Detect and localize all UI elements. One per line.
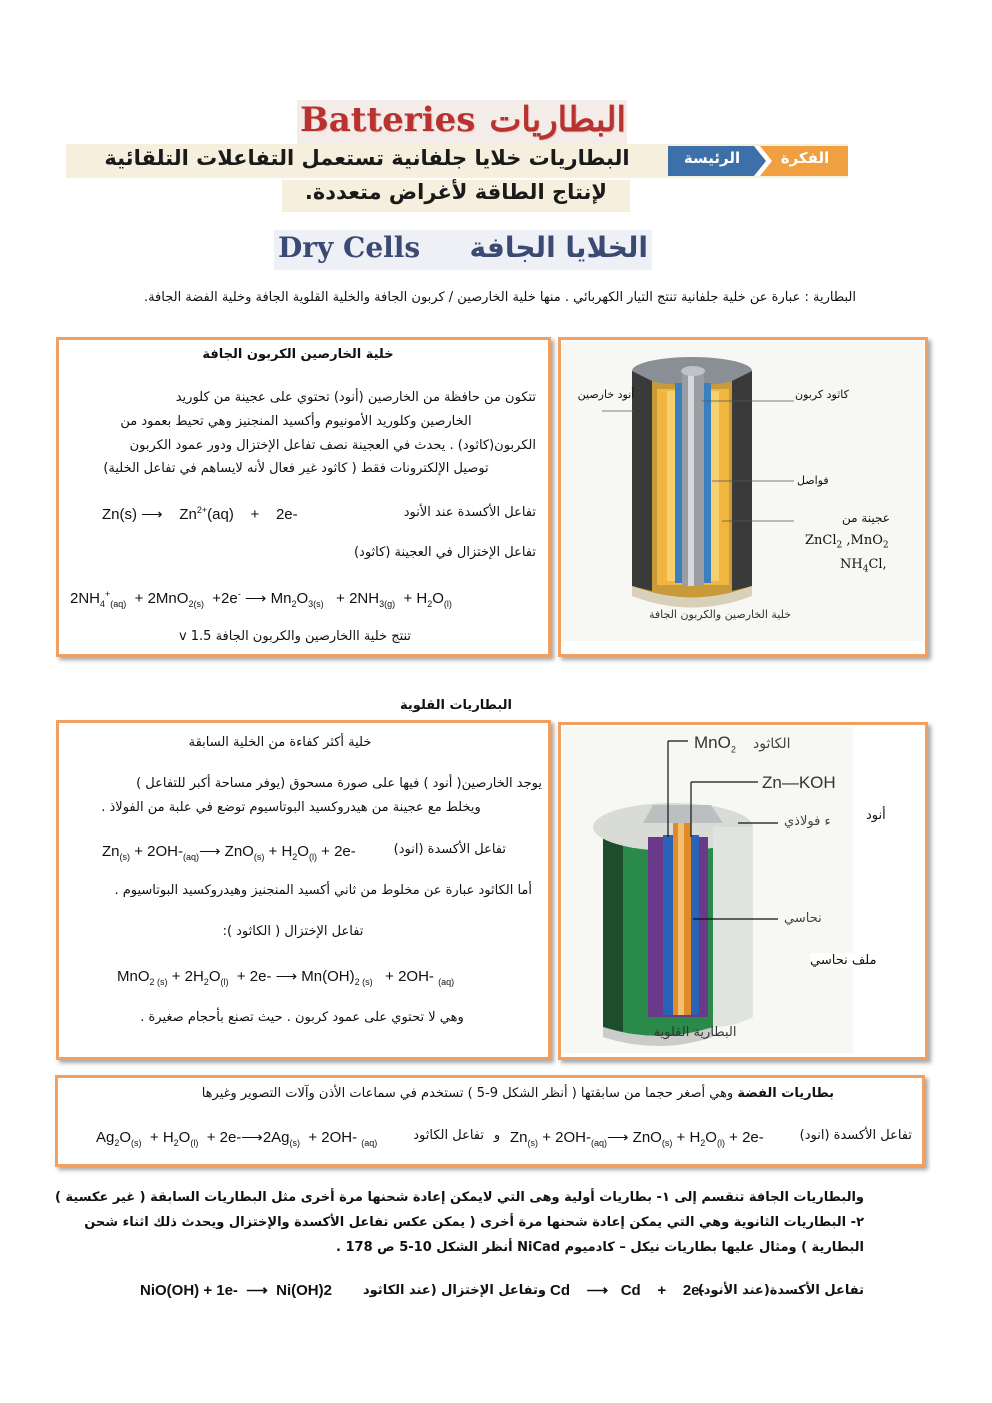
fig2-caption: البطارية القلوية (653, 1025, 737, 1040)
classification-line-2: ٢- البطاريات الثانوية وهي التي يمكن إعادة شحنها مرة أخرى ( يمكن عكس تفاعل الأكسدة والإختزال ويحدث ذلك اثناء شحن (84, 1215, 864, 1230)
alk-red-mno2-sub: 2 (s) (149, 977, 168, 987)
alk-core-hi (678, 819, 684, 1015)
nicad-ox-cd: Cd (550, 1282, 570, 1299)
alk-red-h2o: + 2H (171, 968, 204, 985)
subtitle-en: Dry Cells (278, 231, 421, 264)
fig2-label-znkoh: Zn—KOH (762, 773, 836, 792)
zinc-carbon-text-box (56, 337, 551, 657)
fig2-outer-anode: أنود (866, 808, 886, 823)
idea-badge-label-1: الفكرة (780, 149, 830, 167)
silver-title: بطاريات الفضة (737, 1086, 834, 1101)
zc-ox-reactant: Zn(s) (102, 506, 137, 523)
zc-red-mno2: + 2MnO (134, 590, 189, 607)
zinc-carbon-title: خلية الخارصين الكربون الجافة (202, 347, 394, 362)
zc-red-nh4: 2NH (70, 590, 101, 607)
arrow-icon: ⟶ (141, 506, 163, 523)
fig1-label-paste-formula-2 (840, 557, 887, 575)
ag-red-ag-state: (s) (289, 1138, 301, 1148)
fig1-zncl2-sub: 2 (836, 540, 843, 551)
classification-line-3: البطارية ) ومثال عليها بطاريات نيكل – كادميوم NiCad أنظر الشكل 10-5 ص 178 . (336, 1240, 864, 1255)
arrow-icon: ⟶ (244, 590, 267, 607)
alkaline-cathode-desc: أما الكاثود عبارة عن مخلوط من ثاني أكسيد المنجنيز وهيدروكسيد البوتاسيوم . (114, 883, 532, 898)
zc-red-mn2o3: Mn (270, 590, 292, 607)
ag-red-ag2o-sub: 2 (114, 1138, 120, 1148)
zc-red-electrons-sup: - (237, 589, 241, 599)
arrow-icon: ⟶ (246, 1282, 268, 1299)
ag-ox-h2o: + H (676, 1129, 701, 1146)
fig2-outer-coil: ملف نحاسي (810, 953, 877, 968)
fig2-label-steel: ء فولاذي (784, 814, 831, 829)
alk-ox-h2o: + H (268, 843, 293, 860)
fig1-zncl2: ZnCl (805, 533, 837, 548)
ag-ox-zn-state: (s) (527, 1138, 539, 1148)
nicad-ox-cd2: Cd (620, 1282, 641, 1299)
alk-red-h2o-state: (l) (220, 977, 229, 987)
arrow-icon: ⟶ (241, 1129, 263, 1146)
alk-ox-oh-state: (aq) (182, 852, 199, 862)
ag-red-oh-state: (aq) (361, 1138, 378, 1148)
alk-ox-zn: Zn (102, 843, 120, 860)
silver-red-label: تفاعل الكاثود (413, 1128, 484, 1143)
idea-line-2: لإنتاج الطاقة لأغراض متعددة. (304, 180, 608, 204)
arrow-icon: ⟶ (606, 1129, 629, 1146)
zinc-carbon-desc-3: الكربون(كاثود) . يحدث في العجينة نصف تفاعل الإختزال ودور عمود الكربون (129, 438, 536, 453)
alk-ox-zno: ZnO (224, 843, 254, 860)
alk-red-mno2: MnO (117, 968, 150, 985)
fig1-nh4: NH (840, 557, 863, 572)
zc-ox-product-state: (aq) (207, 506, 234, 523)
nicad-ox-equation (550, 1281, 705, 1299)
silver-ox-label: تفاعل الأكسدة (انود) (799, 1128, 912, 1143)
ag-red-h2o: + H (149, 1129, 174, 1146)
ag-red-ag2o: Ag (96, 1129, 115, 1146)
zc-red-h2o: + H (403, 590, 428, 607)
alk-red-oh: + 2OH- (385, 968, 434, 985)
arrow-icon: ⟶ (275, 968, 298, 985)
zc-red-nh4-state: (aq) (110, 599, 127, 609)
zc-red-nh3-sub: 3(g) (379, 599, 396, 609)
ag-ox-zno-state: (s) (661, 1138, 673, 1148)
zc-red-nh4-sub: 4 (100, 599, 106, 609)
carbon-rod-highlight (688, 371, 694, 586)
silver-and: و (493, 1128, 501, 1143)
ag-red-h2o-o: O (178, 1129, 191, 1146)
zc-red-nh3: + 2NH (336, 590, 380, 607)
zinc-carbon-desc-4: توصيل الإلكترونات فقط ( كاثود غير فعال لأنه لايساهم في تفاعل الخلية) (103, 461, 489, 476)
subtitle-ar: الخلايا الجافة (469, 231, 648, 264)
alk-ox-electrons: + 2e- (321, 843, 356, 860)
alk-ox-label: تفاعل الأكسدة (انود) (393, 842, 506, 857)
alk-red-h2o-sub: 2 (203, 977, 209, 987)
zc-voltage: تنتج خلية االخارصين والكربون الجافة v 1.5 (178, 629, 412, 644)
idea-badge-label-2: الرئيسة (683, 149, 741, 167)
zc-ox-product: Zn (179, 506, 197, 523)
alk-ox-equation (102, 842, 356, 862)
nicad-red-nioh2: Ni(OH)2 (276, 1282, 332, 1299)
ag-ox-zn: Zn (510, 1129, 528, 1146)
nicad-ox-electrons: 2e- (682, 1282, 705, 1299)
zc-ox-electrons: 2e- (275, 506, 298, 523)
zc-red-mn2o3-sub1: 2 (291, 599, 297, 609)
zinc-carbon-desc-2: الخارصين وكلوريد الأمونيوم وأكسيد المنجنيز وهي تحيط بعمود من (120, 414, 472, 429)
intro-text: البطارية : عبارة عن خلية جلفانية تنتج التيار الكهربائي . منها خلية الخارصين / كربون الجافة والخلية القلوية الجافة وخلية الفضة الجافة. (143, 290, 856, 305)
fig2-label-mno2 (694, 733, 736, 754)
fig2-label-copper: نحاسي (784, 911, 822, 926)
alkaline-desc-1: يوجد الخارصين( أنود ) فيها على صورة مسحوق (يوفر مساحة أكبر للتفاعل ) (136, 776, 542, 791)
zc-red-electrons: +2e (212, 590, 238, 607)
nicad-red-nioh: NiO(OH) + 1e- (140, 1282, 238, 1299)
zc-ox-equation (102, 505, 298, 523)
ag-red-ag: 2Ag (262, 1129, 290, 1146)
ag-ox-zno: ZnO (632, 1129, 662, 1146)
ag-ox-h2o-sub: 2 (700, 1138, 706, 1148)
ag-ox-h2o-o: O (705, 1129, 717, 1146)
zc-red-h2o-sub: 2 (427, 599, 433, 609)
zc-red-mn2o3-o: O (296, 590, 309, 607)
alk-top-cap (643, 805, 723, 823)
fig1-mno2-sub: 2 (882, 540, 889, 551)
zc-ox-product-charge: 2+ (196, 505, 208, 515)
ag-ox-electrons: + 2e- (729, 1129, 764, 1146)
fig1-label-separator: فواصل (797, 474, 829, 487)
arrow-icon: ⟶ (586, 1282, 609, 1299)
alk-ox-h2o-state: (l) (308, 852, 317, 862)
silver-desc-line (130, 1086, 834, 1101)
alk-red-h2o-o: O (208, 968, 221, 985)
nicad-ox-label: تفاعل الأكسدة(عند الأنود) (697, 1283, 864, 1298)
nicad-equation (140, 1281, 332, 1299)
classification-line-1: والبطاريات الجافة تنقسم إلى ١- بطاريات أولية وهى التي لايمكن إعادة شحنها مرة أخرى مثل البطاريات السابقة ( غير عكسية ) (55, 1190, 864, 1205)
zc-red-mn2o3-sub2: 3(s) (308, 599, 324, 609)
fig1-mno2: ,MnO (842, 533, 883, 548)
fig2-mno2-sub: 2 (730, 744, 736, 755)
silver-red-equation (96, 1128, 377, 1148)
nicad-red-label: وتفاعل الإختزال (عند الكاثود (362, 1283, 546, 1298)
ag-red-ag2o-o: O (119, 1129, 132, 1146)
alk-red-electrons: + 2e- (236, 968, 272, 985)
fig1-cl: Cl, (868, 557, 887, 572)
zc-red-mno2-sub: 2(s) (188, 599, 204, 609)
ag-red-ag2o-state: (s) (131, 1138, 142, 1148)
alk-body-right (713, 827, 753, 1027)
fig1-caption: خلية الخارصين والكربون الجافة (648, 608, 792, 621)
fig1-label-anode: أنود خارصين (577, 388, 635, 401)
alkaline-heading: البطاريات القلوية (400, 698, 512, 713)
alk-ox-h2o-sub: 2 (292, 852, 298, 862)
fig2-mno2: MnO (694, 733, 731, 752)
title-en: Batteries (300, 100, 476, 140)
ag-ox-h2o-state: (l) (716, 1138, 725, 1148)
alk-red-mnoh2: Mn(OH) (301, 968, 355, 985)
zc-red-nh4-sup: + (105, 589, 111, 599)
silver-ox-equation (510, 1128, 764, 1148)
fig2-label-cathode: الكاثود (753, 736, 791, 752)
zinc-carbon-cell-figure (562, 341, 924, 641)
ag-red-oh: + 2OH- (308, 1129, 358, 1146)
cell-dark-jacket (632, 371, 652, 591)
zc-ox-plus: + (250, 506, 260, 523)
fig1-label-cathode: كاثود كربون (795, 388, 849, 401)
alk-ox-oh: + 2OH- (134, 843, 183, 860)
title-ar: البطاريات (489, 100, 626, 140)
zc-red-equation (70, 589, 452, 609)
alkaline-desc-eff: خلية أكثر كفاءة من الخلية السابقة (188, 735, 372, 750)
ag-red-electrons: + 2e- (206, 1129, 242, 1146)
alk-ox-zn-state: (s) (119, 852, 131, 862)
ag-ox-oh-state: (aq) (590, 1138, 607, 1148)
alk-red-equation (117, 967, 454, 987)
alk-outer-dark (603, 827, 623, 1032)
zinc-carbon-desc-1: تتكون من حافظة من الخارصين (أنود) تحتوي على عجينة من كلوريد (175, 390, 536, 405)
ag-red-h2o-state: (l) (190, 1138, 199, 1148)
fig1-label-paste: عجينة من (842, 511, 890, 525)
alk-red-oh-state: (aq) (438, 977, 455, 987)
alkaline-note: وهي لا تحتوي على عمود كربون . حيث تصنع بأحجام صغيرة . (140, 1010, 464, 1025)
silver-desc: وهي أصغر حجما من سابقتها ( أنظر الشكل 9-5 ) تستخدم في سماعات الأذن وآلات التصوير وغيرها (201, 1086, 738, 1101)
alkaline-desc-2: ويخلط مع عجينة من هيدروكسيد البوتاسيوم توضع في علبة من الفولاذ . (101, 800, 481, 815)
cell-cap (681, 366, 705, 376)
zc-red-h2o-o: O (432, 590, 444, 607)
ag-red-h2o-sub: 2 (173, 1138, 179, 1148)
zc-red-h2o-state: (l) (443, 599, 452, 609)
fig1-nh4-sub: 4 (862, 564, 869, 575)
ag-ox-oh: + 2OH- (542, 1129, 591, 1146)
alk-red-label: تفاعل الإختزال ( الكاثود ): (222, 924, 364, 939)
alk-ox-zno-state: (s) (253, 852, 265, 862)
alk-red-mnoh2-sub: 2 (s) (354, 977, 373, 987)
zc-ox-label: تفاعل الأكسدة عند الأنود (403, 505, 536, 520)
arrow-icon: ⟶ (198, 843, 221, 860)
alk-ox-h2o-o: O (297, 843, 309, 860)
nicad-ox-plus: + (657, 1282, 667, 1299)
zc-red-label: تفاعل الإختزال في العجينة (كاثود) (353, 545, 536, 560)
fig1-label-paste-formula-1 (805, 533, 889, 551)
idea-line-1: البطاريات خلايا جلفانية تستعمل التفاعلات التلقائية (104, 146, 630, 170)
